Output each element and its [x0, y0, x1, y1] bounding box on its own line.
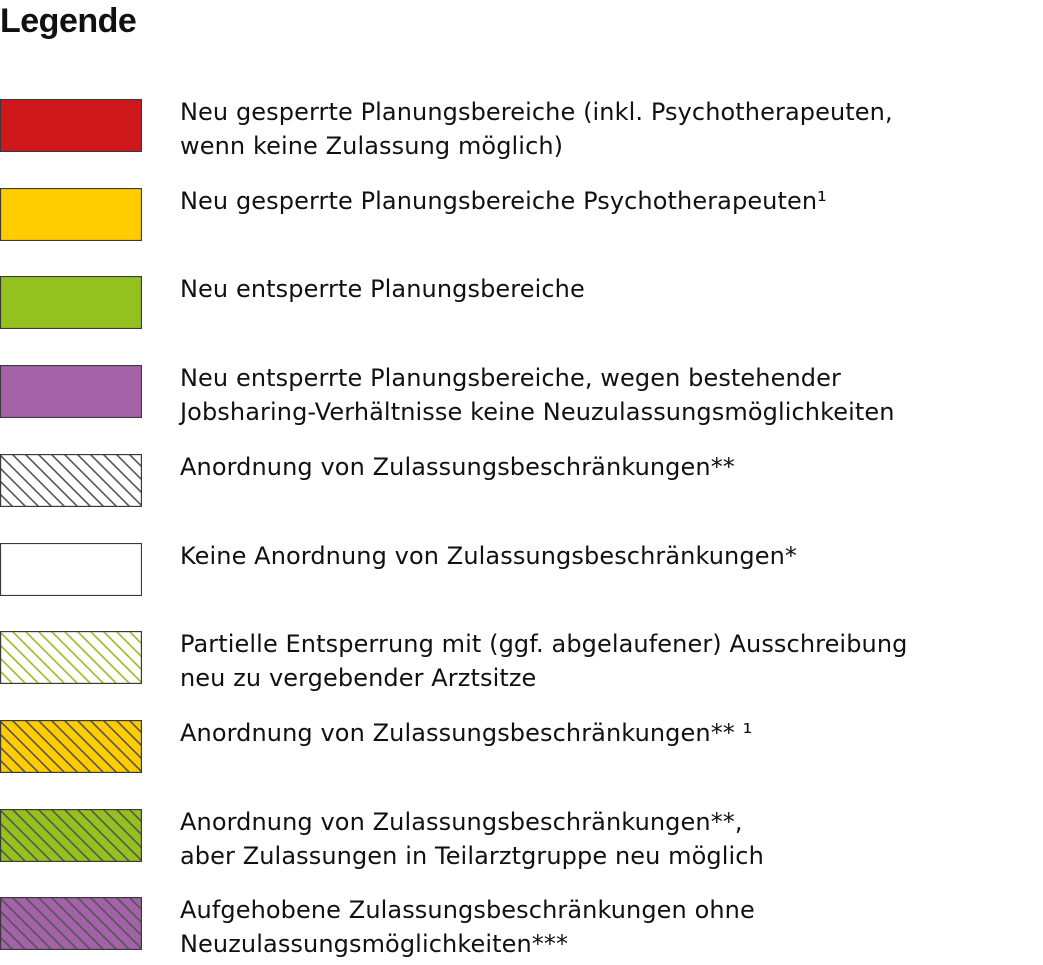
legend-swatch	[0, 809, 142, 862]
legend-swatch	[0, 365, 142, 418]
swatch-fill	[1, 809, 142, 861]
legend-label-line: Neu gesperrte Planungsbereiche (inkl. Psychotherapeuten,	[180, 98, 893, 126]
swatch-fill	[1, 454, 142, 506]
legend-label-line: Neu entsperrte Planungsbereiche	[180, 275, 585, 304]
swatch-fill	[1, 632, 142, 684]
legend-label	[180, 272, 1020, 306]
legend-label	[180, 95, 1020, 163]
swatch-fill	[1, 188, 142, 240]
legend-entry	[0, 454, 1043, 514]
legend-label-line: neu zu vergebender Arztsitze	[180, 664, 537, 693]
legend-label-line: Keine Anordnung von Zulassungsbeschränkungen*	[180, 541, 797, 570]
legend-entry	[0, 188, 1043, 248]
swatch-fill	[1, 277, 142, 329]
swatch-fill	[1, 898, 142, 950]
legend-swatch	[0, 897, 142, 950]
legend-entry	[0, 720, 1043, 780]
legend-swatch	[0, 631, 142, 684]
legend-label-line: Anordnung von Zulassungsbeschränkungen**	[180, 452, 735, 481]
legend-label-line: Jobsharing-Verhältnisse keine Neuzulassungsmöglichkeiten	[180, 398, 895, 427]
legend-label-line: Aufgehobene Zulassungsbeschränkungen ohne	[180, 896, 755, 925]
legend-entry	[0, 276, 1043, 336]
legend-entry	[0, 365, 1043, 425]
legend-swatch	[0, 543, 142, 596]
legend-label	[180, 893, 1020, 961]
legend-label	[180, 805, 1020, 873]
legend-entry	[0, 897, 1043, 957]
legend-label	[180, 627, 1020, 695]
swatch-fill	[1, 543, 142, 595]
legend-label-line: Neuzulassungsmöglichkeiten***	[180, 930, 569, 959]
legend-entry	[0, 631, 1043, 691]
swatch-fill	[1, 720, 142, 772]
legend-label	[180, 450, 1020, 484]
legend-swatch	[0, 276, 142, 329]
legend-label	[180, 716, 1020, 750]
legend-label-line: Neu gesperrte Planungsbereiche Psychotherapeuten¹	[180, 186, 827, 215]
legend-label	[180, 361, 1020, 429]
legend-label-line: Partielle Entsperrung mit (ggf. abgelaufener) Ausschreibung	[180, 630, 908, 659]
legend-label-line: aber Zulassungen in Teilarztgruppe neu möglich	[180, 841, 764, 870]
legend-entry	[0, 543, 1043, 603]
legend-title: Legende	[0, 2, 137, 40]
legend-swatch	[0, 188, 142, 241]
legend-swatch	[0, 720, 142, 773]
legend-label	[180, 539, 1020, 573]
legend-label-line: Neu entsperrte Planungsbereiche, wegen bestehender	[180, 364, 841, 393]
legend-swatch	[0, 454, 142, 507]
legend-label	[180, 184, 1020, 218]
swatch-fill	[1, 366, 142, 418]
legend-label-line: wenn keine Zulassung möglich)	[180, 132, 564, 160]
swatch-fill	[1, 100, 142, 152]
legend-label-line: Anordnung von Zulassungsbeschränkungen**,	[180, 807, 743, 836]
legend-swatch	[0, 99, 142, 152]
legend-entry	[0, 99, 1043, 159]
legend-label-line: Anordnung von Zulassungsbeschränkungen** ¹	[180, 718, 753, 747]
legend-entry	[0, 809, 1043, 869]
